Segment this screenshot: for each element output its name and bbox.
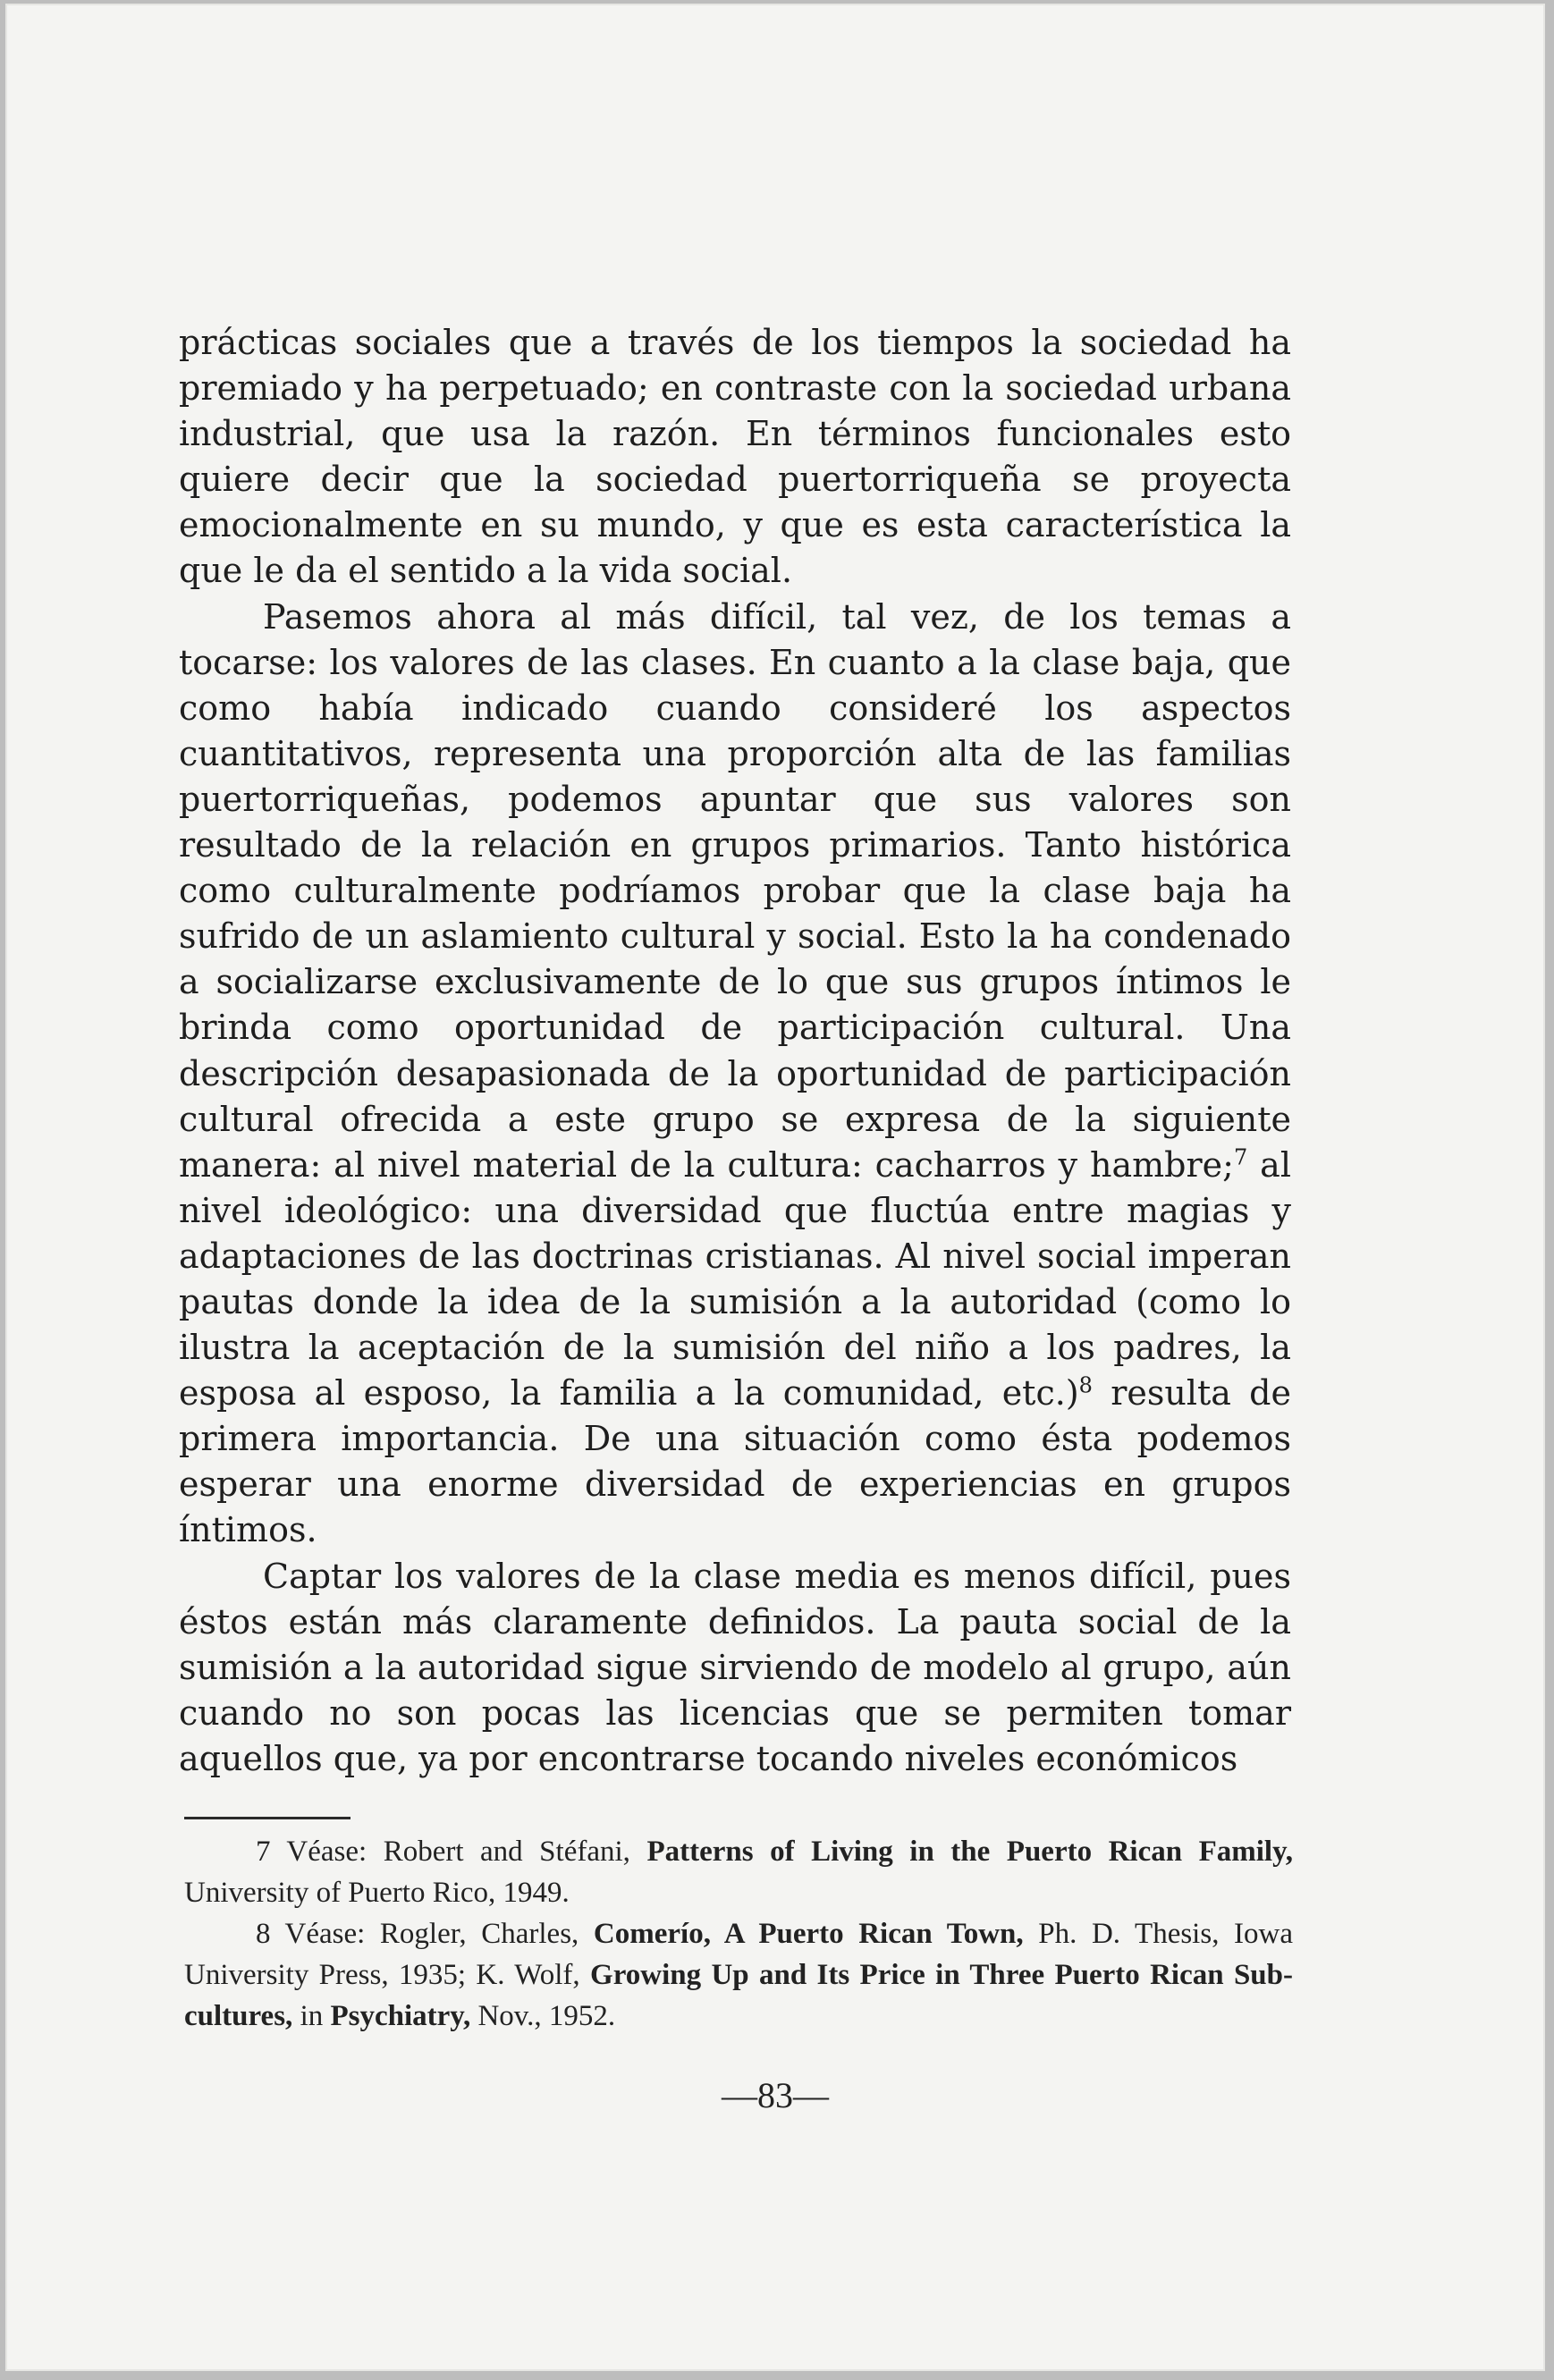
footnote-title: Psychiatry,	[330, 2000, 471, 2032]
footnote-title: Patterns of Living in the Puerto Rican Family,	[646, 1836, 1294, 1868]
footnote-divider	[184, 1817, 350, 1819]
body-text	[179, 320, 1291, 1782]
paragraph-text: al nivel ideológico: una diversidad que fluctúa entre magias y adaptaciones de las doctrinas cristianas. Al nivel social imperan pautas donde la idea de la sumisión a la autoridad (como lo ilustra la aceptación de la sumisión del niño a los padres, la esposa al esposo, la familia a la comunidad, etc.)	[179, 1144, 1291, 1414]
footnotes	[184, 1831, 1293, 2037]
page-number: —83—	[722, 2075, 829, 2115]
footnote-8	[184, 1913, 1293, 2037]
footnote-text: University of Puerto Rico, 1949.	[184, 1877, 570, 1909]
footnote-number: 7	[256, 1836, 271, 1868]
footnote-ref-7[interactable]: 7	[1233, 1144, 1248, 1170]
paragraph-text: Pasemos ahora al más difícil, tal vez, de los temas a tocarse: los valores de las clases. En cuanto a la clase baja, que como había indicado cuando consideré los aspectos cuantitativos, representa una proporción alta de las familias puertorriqueñas, podemos apuntar que sus valores son resultado de la relación en grupos primarios. Tanto histórica como culturalmente podríamos probar que la clase baja ha sufrido de un aslamiento cultural y social. Esto la ha condenado a socializarse exclusivamente de lo que sus grupos íntimos le brinda como oportunidad de participación cultural. Una descripción desapasionada de la oportunidad de participación cultural ofrecida a este grupo se expresa de la siguiente manera: al nivel material de la cultura: cacharros y hambre;	[179, 596, 1291, 1185]
footnote-text: Véase: Rogler, Charles,	[284, 1918, 579, 1950]
document-page	[5, 4, 1545, 2371]
paragraph-lower-class-values	[179, 595, 1291, 1554]
footnote-title: Comerío, A Puerto Rican Town,	[593, 1918, 1024, 1950]
footnote-ref-8[interactable]: 8	[1078, 1372, 1093, 1398]
paragraph-continuation	[179, 320, 1291, 595]
footnote-text: in	[300, 2000, 324, 2032]
paragraph-text: resulta de primera importancia. De una situación como ésta podemos esperar una enorme diversidad de experiencias en grupos íntimos.	[179, 1373, 1291, 1550]
paragraph-middle-class-values	[179, 1554, 1291, 1782]
footnote-number: 8	[256, 1918, 271, 1950]
footnote-text: Nov., 1952.	[477, 2000, 616, 2032]
footnote-title: Growing Up and Its Price in Three Puerto Rican Sub-cultures,	[184, 1959, 1293, 2032]
footnote-7	[184, 1831, 1293, 1913]
footnote-text: Véase: Robert and Stéfani,	[286, 1836, 630, 1868]
paragraph-text: prácticas sociales que a través de los tiempos la sociedad ha premiado y ha perpetuado; en contraste con la sociedad urbana industrial, que usa la razón. En términos funcionales esto quiere decir que la sociedad puertorriqueña se proyecta emocionalmente en su mundo, y que es esta característica la que le da el sentido a la vida social.	[179, 323, 1291, 591]
paragraph-text: Captar los valores de la clase media es menos difícil, pues éstos están más claramente definidos. La pauta social de la sumisión a la autoridad sigue sirviendo de modelo al grupo, aún cuando no son pocas las licencias que se permiten tomar aquellos que, ya por encontrarse tocando niveles económicos	[179, 1556, 1291, 1778]
footnote-text: Ph. D. Thesis, Iowa University Press, 1935; K. Wolf,	[184, 1918, 1294, 1991]
